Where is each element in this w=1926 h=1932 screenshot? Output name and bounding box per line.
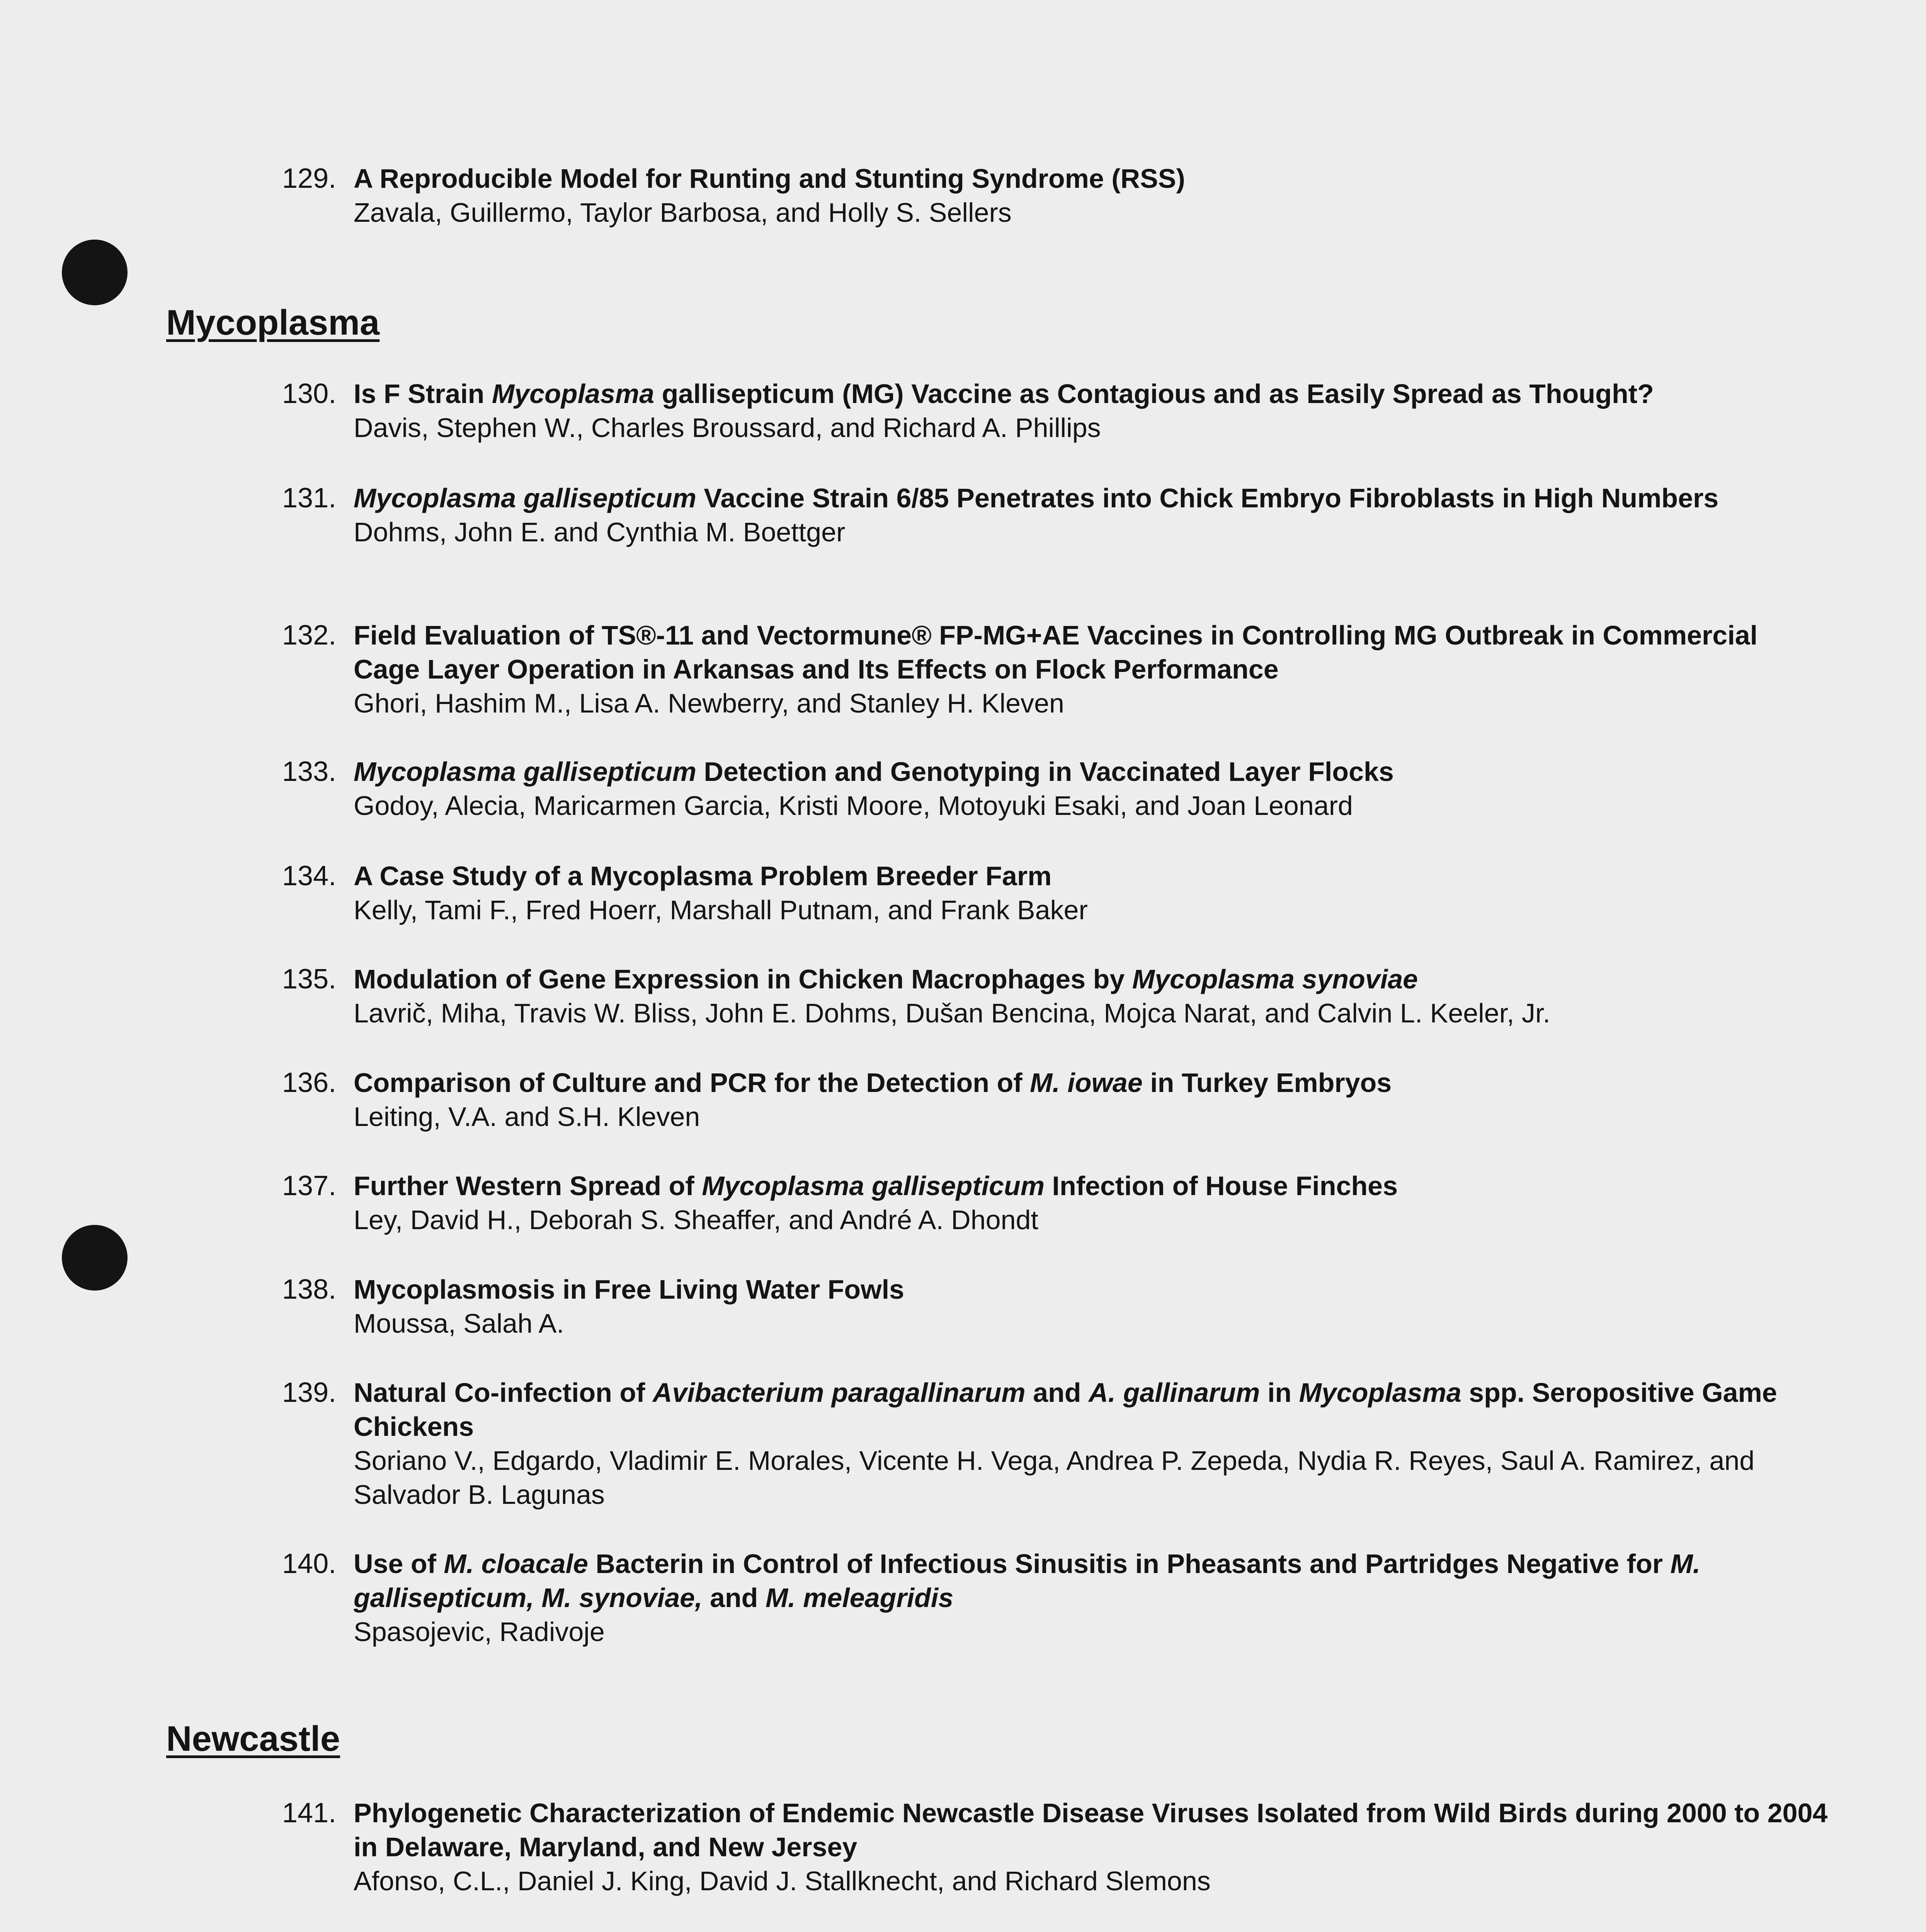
entry-authors: Davis, Stephen W., Charles Broussard, and Richard A. Phillips: [354, 413, 1101, 443]
entry-number: 139.: [282, 1377, 337, 1408]
entry-title: Mycoplasma gallisepticum Vaccine Strain 6/85 Penetrates into Chick Embryo Fibroblasts in High Numbers: [354, 483, 1719, 513]
entry-authors: Lavrič, Miha, Travis W. Bliss, John E. Dohms, Dušan Bencina, Mojca Narat, and Calvin L. Keeler, Jr.: [354, 998, 1550, 1028]
entry-136: [282, 1066, 1828, 1134]
entry-authors: Spasojevic, Radivoje: [354, 1617, 605, 1647]
entry-authors: Zavala, Guillermo, Taylor Barbosa, and Holly S. Sellers: [354, 197, 1012, 228]
entry-number: 130.: [282, 378, 337, 409]
punch-hole-middle: [62, 1225, 128, 1291]
entry-title: Modulation of Gene Expression in Chicken Macrophages by Mycoplasma synoviae: [354, 964, 1418, 994]
entry-title: Phylogenetic Characterization of Endemic Newcastle Disease Viruses Isolated from Wild Birds during 2000 to 2004 in Delaware, Maryland, and New Jersey: [354, 1798, 1828, 1862]
entry-number: 134.: [282, 861, 337, 891]
entry-number: 140.: [282, 1548, 337, 1579]
section-heading-newcastle: Newcastle: [166, 1719, 340, 1759]
entry-title: A Reproducible Model for Runting and Stunting Syndrome (RSS): [354, 163, 1185, 194]
punch-hole-top: [62, 240, 128, 305]
entry-number: 138.: [282, 1274, 337, 1305]
entry-135: [282, 962, 1828, 1030]
entry-141: [282, 1796, 1828, 1898]
entry-authors: Moussa, Salah A.: [354, 1308, 564, 1338]
entry-title: Comparison of Culture and PCR for the Detection of M. iowae in Turkey Embryos: [354, 1068, 1392, 1098]
entry-130: [282, 377, 1828, 445]
entry-132: [282, 618, 1828, 720]
entry-authors: Leiting, V.A. and S.H. Kleven: [354, 1102, 700, 1132]
entry-authors: Afonso, C.L., Daniel J. King, David J. Stallknecht, and Richard Slemons: [354, 1866, 1211, 1896]
entry-authors: Dohms, John E. and Cynthia M. Boettger: [354, 517, 846, 547]
entry-authors: Soriano V., Edgardo, Vladimir E. Morales, Vicente H. Vega, Andrea P. Zepeda, Nydia R. Reyes, Saul A. Ramirez, and Salvador B. Lagunas: [354, 1446, 1755, 1510]
entry-139: [282, 1376, 1828, 1512]
entry-140: [282, 1547, 1828, 1649]
entry-137: [282, 1169, 1828, 1237]
entry-number: 132.: [282, 620, 337, 651]
entry-number: 131.: [282, 483, 337, 514]
entry-131: [282, 481, 1828, 549]
entry-138: [282, 1272, 1828, 1340]
entry-title: Natural Co-infection of Avibacterium paragallinarum and A. gallinarum in Mycoplasma spp. Seropositive Game Chickens: [354, 1378, 1777, 1442]
entry-authors: Ley, David H., Deborah S. Sheaffer, and André A. Dhondt: [354, 1205, 1038, 1235]
entry-number: 136.: [282, 1067, 337, 1098]
entry-title: Further Western Spread of Mycoplasma gallisepticum Infection of House Finches: [354, 1171, 1398, 1201]
entry-title: Use of M. cloacale Bacterin in Control of Infectious Sinusitis in Pheasants and Partridges Negative for M. gallisepticum, M. synoviae, and M. meleagridis: [354, 1549, 1701, 1613]
entry-title: Field Evaluation of TS®-11 and Vectormune® FP-MG+AE Vaccines in Controlling MG Outbreak in Commercial Cage Layer Operation in Arkansas and Its Effects on Flock Performance: [354, 620, 1758, 684]
entry-134: [282, 859, 1828, 927]
entry-authors: Ghori, Hashim M., Lisa A. Newberry, and Stanley H. Kleven: [354, 688, 1064, 718]
section-heading-mycoplasma: Mycoplasma: [166, 303, 380, 342]
entry-number: 133.: [282, 756, 337, 787]
entry-title: Mycoplasmosis in Free Living Water Fowls: [354, 1274, 904, 1304]
entry-129: [282, 162, 1828, 230]
entry-title: Is F Strain Mycoplasma gallisepticum (MG) Vaccine as Contagious and as Easily Spread as Thought?: [354, 379, 1654, 409]
entry-title: A Case Study of a Mycoplasma Problem Breeder Farm: [354, 861, 1052, 891]
entry-number: 135.: [282, 964, 337, 995]
entry-number: 137.: [282, 1170, 337, 1201]
entry-authors: Godoy, Alecia, Maricarmen Garcia, Kristi Moore, Motoyuki Esaki, and Joan Leonard: [354, 791, 1353, 821]
entry-number: 141.: [282, 1798, 337, 1828]
entry-authors: Kelly, Tami F., Fred Hoerr, Marshall Putnam, and Frank Baker: [354, 895, 1088, 925]
entry-number: 129.: [282, 163, 337, 194]
entry-133: [282, 755, 1828, 823]
entry-title: Mycoplasma gallisepticum Detection and Genotyping in Vaccinated Layer Flocks: [354, 757, 1394, 787]
